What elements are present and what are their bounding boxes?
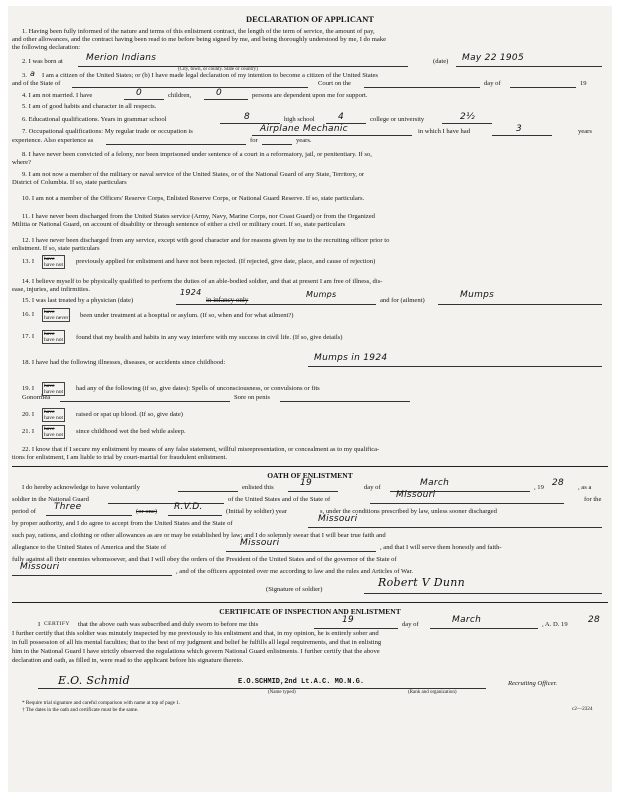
q13-tail: previously applied for enlistment and have not been rejected. (If rejected, give date, place, and cause of rejection) [76,258,376,265]
enlistment-form [8,6,612,792]
q15-ailment-line [438,304,602,305]
q13-num: 13. I [22,258,35,265]
q21-num: 21. I [22,428,35,435]
q7-tail: in which I have had [418,128,470,135]
college-line [442,123,492,124]
q3-line-2: and of the State of [12,80,61,87]
college-value[interactable]: 2½ [460,112,476,122]
oath-l5: such pay, rations, and clothing or other allowances as are or may be established by law; and I do solemnly swear that I will bear true faith and [12,532,386,539]
q4-label: 4. I am not married. I have [22,92,93,99]
oath-l4a: by proper authority, and I do agree to accept from the United States and the State of [12,520,233,527]
soldier-signature[interactable]: Robert V Dunn [378,576,466,589]
q15-label: 15. I was last treated by a physician (date) [22,297,134,304]
q10-text: 10. I am not a member of the Officers' Reserve Corps, Enlisted Reserve Corps, or National Guard Reserve. If so, state particulars. [22,195,365,202]
q15-ailment-a[interactable]: Mumps [306,290,337,299]
q3-court-label: Court on the [318,80,351,87]
q16-choice-have: have [44,309,55,315]
oath-l2b: of the United States and of the State of [228,496,331,503]
officer-typed[interactable]: E.O.SCHMID,2nd Lt.A.C. MO.N.G. [238,678,365,686]
oath-guard-line [108,503,224,504]
q3-day-label: day of [484,80,501,87]
q7-for: for [250,137,258,144]
q16-tail: been under treatment at a hospital or asylum. (If so, when and for what ailment?) [80,312,294,319]
cert-l1d: , A. D. 19 [542,621,568,628]
q3-num: 3. [22,72,27,79]
oath-month-value[interactable]: March [420,478,450,488]
oath-l2c: for the [584,496,602,503]
oath-l3a: period of [12,508,36,515]
birthdate-value[interactable]: May 22 1905 [462,53,524,63]
q19-gonorrhea: Gonorrhea [22,394,51,401]
q7-exp: experience. Also experience as [12,137,94,144]
oath-sig-label: (Signature of soldier) [266,586,323,593]
q11-line-2: Militia or National Guard, on account of disability or through sentence of either a civil or military court. If so, state particulars [12,221,346,228]
q2-hint: (City, town, or county. State or country) [178,67,258,72]
cert-l1-i: I [38,621,41,628]
q20-choice-box[interactable] [42,408,65,422]
q19-gonorrhea-line [60,401,230,402]
q17-tail: found that my health and habits in any way interfere with my success in civil life. (If so, give details) [76,334,343,341]
oath-l3c: (Initial by soldier) year [226,508,287,515]
q13-choice-have-not: have not [44,262,64,269]
footnote-1: * Require trial signature and careful comparison with name at top of page 1. [22,700,181,706]
trade-years-value[interactable]: 3 [516,124,523,134]
q4-tail: persons are dependent upon me for support. [252,92,368,99]
children-value[interactable]: 0 [136,88,143,98]
q19-sore-line [280,401,410,402]
oath-blank-1 [178,491,238,492]
officer-signature[interactable]: E.O. Schmid [58,674,130,687]
hs-value[interactable]: 4 [338,112,345,122]
q9-line-2: District of Columbia. If so, state particulars [12,179,127,186]
oath-state3-line [226,551,376,552]
form-title: DECLARATION OF APPLICANT [246,14,374,24]
q18-label: 18. I have had the following illnesses, diseases, or accidents since childhood: [22,359,226,366]
q17-choice-have-not: have not [44,337,64,344]
q19-choice-have-not: have not [44,389,64,396]
q4-mid: children, [168,92,192,99]
q7-years2: years. [296,137,312,144]
q14-line-1: 14. I believe myself to be physically qualified to perform the duties of an able-bodied soldier, and that at present I am free of illness, dis- [22,278,383,285]
q20-choice-have: have [44,409,55,415]
trade-line [252,135,412,136]
cert-month-value[interactable]: March [452,615,482,625]
oath-year-value[interactable]: 28 [552,478,565,488]
q8-line-2: where? [12,159,32,166]
q18-line [308,366,602,367]
q9-line-1: 9. I am not now a member of the military or naval service of the United States, or of the National Guard of any State, Territory, or [22,171,365,178]
form-number: c2—2324 [572,706,593,712]
grammar-value[interactable]: 8 [244,112,251,122]
cert-name-label: (Name typed) [268,690,296,695]
q19-sore: Sore on penis [234,394,270,401]
q6-label: 6. Educational qualifications. Years in grammar school [22,116,167,123]
cert-role: Recruiting Officer. [508,680,558,687]
q20-num: 20. I [22,411,35,418]
cert-l1-certify: CERTIFY [44,621,70,627]
exp-years-line [262,144,292,145]
q14-line-2: ease, injuries, and infirmities. [12,286,91,293]
oath-l1d: , 19 [534,484,544,491]
oath-state-value[interactable]: Missouri [396,490,436,500]
oath-state2-value[interactable]: Missouri [318,514,358,524]
q5-text: 5. I am of good habits and character in all respects. [22,103,157,110]
oath-day-line [288,491,338,492]
oath-period-value[interactable]: Three [54,502,82,512]
cert-l1c: day of [402,621,419,628]
cert-l3: in full possession of all his mental faculties; that to the best of my judgment and belief he fulfills all legal requirements, and that in enlisting [12,639,382,646]
cert-l4: him in the National Guard I have strictly observed the regulations which govern National Guard enlistments. I further certify that the above [12,648,380,655]
q6-college-label: college or university [370,116,425,123]
oath-initial-line [168,515,222,516]
cert-l2: I further certify that this soldier was minutely inspected by me previously to his enlistment and that, in my opinion, he is entirely sober and [12,630,379,637]
intro-line-2: and other allowances, and the contract having been read to me before being signed by me, and being thoroughly understood by me, I do make [12,36,387,43]
trade-value[interactable]: Airplane Mechanic [260,124,348,134]
q19-choice-have: have [44,383,55,389]
trade-years-line [492,135,552,136]
section-divider-2 [12,602,608,603]
q11-line-1: 11. I have never been discharged from the United States service (Army, Navy, Marine Corps, nor Coast Guard) or from the Organized [22,213,375,220]
q12-line-2: enlistment. If so, state particulars [12,245,100,252]
oath-l3d: s, under the conditions prescribed by law, unless sooner discharged [320,508,497,515]
q15-ailment-b[interactable]: Mumps [460,290,495,300]
q13-choice-have: have [44,256,55,262]
oath-l1b: enlisted this [242,484,274,491]
oath-l3b: (or one) [136,508,158,515]
oath-day-value[interactable]: 19 [300,478,313,488]
cert-rank-line [238,688,486,689]
cert-l1b: that the above oath was subscribed and duly sworn to before me this [78,621,259,628]
q6-hs-label: high school [284,116,315,123]
q21-choice-have: have [44,426,55,432]
q3-mark[interactable]: a [30,69,36,78]
q17-num: 17. I [22,333,35,340]
cert-name-line [38,688,238,689]
q2-label: 2. I was born at [22,58,63,65]
oath-initial-value[interactable]: R.V.D. [174,502,203,512]
oath-l1e: , as a [578,484,592,491]
q16-num: 16. I [22,311,35,318]
q19-num: 19. I [22,385,35,392]
oath-l1c: day of [364,484,381,491]
q12-line-1: 12. I have never been discharged from any service, except with good character and for reasons given by me to the recruiting officer prior to [22,237,390,244]
q22-line-1: 22. I know that if I secure my enlistment by means of any false statement, willful misrepresentation, or concealment as to my qualifica- [22,446,380,453]
cert-day-line [314,628,398,629]
oath-title: OATH OF ENLISTMENT [267,471,353,480]
q21-tail: since childhood wet the bed while asleep. [76,428,186,435]
q3-court-line [364,87,480,88]
oath-state4-line [12,575,172,576]
q8-line-1: 8. I have never been convicted of a felony, nor been imprisoned under sentence of a court in a reformatory, jail, or penitentiary. If so, [22,151,372,158]
cert-l5: declaration and oath, as filled in, were read to the applicant before his signature thereto. [12,657,244,664]
oath-l1a: I do hereby acknowledge to have voluntarily [22,484,140,491]
children-line [124,99,164,100]
oath-l7: fully against all their enemies whomsoever, and that I will obey the orders of the President of the United States and of the governor of the State of [12,556,397,563]
dependents-value[interactable]: 0 [216,88,223,98]
birthplace-value[interactable]: Merion Indians [86,53,157,63]
birthdate-line [456,66,602,67]
q17-choice-have: have [44,331,55,337]
oath-period-line [46,515,132,516]
dependents-line [204,99,248,100]
cert-day-value[interactable]: 19 [342,615,355,625]
q20-choice-have-not: have not [44,415,64,422]
q7-years: years [578,128,592,135]
oath-state4-value[interactable]: Missouri [20,562,60,572]
oath-sig-line [364,593,602,594]
q15-ailment-label: and for (ailment) [380,297,425,304]
intro-line-1: 1. Having been fully informed of the nature and terms of this enlistment contract, the length of the term of service, the amount of pay, [22,28,375,35]
oath-l8: , and of the officers appointed over me according to law and the rules and Articles of War. [176,568,414,575]
q21-choice-have-not: have not [44,432,64,439]
cert-month-line [430,628,538,629]
q21-choice-box[interactable] [42,425,65,439]
q19-tail: had any of the following (if so, give dates): Spells of unconsciousness, or convulsions or fits [76,385,320,392]
q3-year-label: 19 [580,80,587,87]
q22-line-2: tions for enlistment, I am liable to trial by court-martial for fraudulent enlistment. [12,454,227,461]
section-divider-1 [12,466,608,467]
q20-tail: raised or spat up blood. (If so, give date) [76,411,183,418]
q16-choice-have-never: have never [44,315,69,322]
q13-choice-box[interactable] [42,255,65,269]
exp-line [106,144,246,145]
q3-line-1: I am a citizen of the United States; or (b) I have made legal declaration of my intention to become a citizen of the United States [42,72,378,79]
oath-l6b: , and that I will serve them honestly and faith- [380,544,502,551]
q17-choice-box[interactable] [42,330,65,344]
oath-state3-value[interactable]: Missouri [240,538,280,548]
q7-label: 7. Occupational qualifications: My regular trade or occupation is [22,128,193,135]
oath-state-line [370,503,564,504]
cert-title: CERTIFICATE OF INSPECTION AND ENLISTMENT [219,607,401,616]
q3-state-line [72,87,308,88]
q3-day-line [510,87,576,88]
oath-l6a: allegiance to the United States of America and the State of [12,544,167,551]
q18-value[interactable]: Mumps in 1924 [314,353,388,363]
q16-choice-box[interactable] [42,308,70,322]
intro-line-3: the following declaration: [12,44,81,51]
q15-struck-text: in infancy only [206,296,249,304]
cert-rank-label: (Rank and organization) [408,690,457,695]
footnote-2: † The dates in the oath and certificate must be the same. [22,707,139,713]
q15-date-value[interactable]: 1924 [180,288,202,297]
oath-l2a: soldier in the National Guard [12,496,89,503]
q2-date-label: (date) [433,58,449,65]
oath-state2-line [308,527,602,528]
cert-year-value[interactable]: 28 [588,615,601,625]
